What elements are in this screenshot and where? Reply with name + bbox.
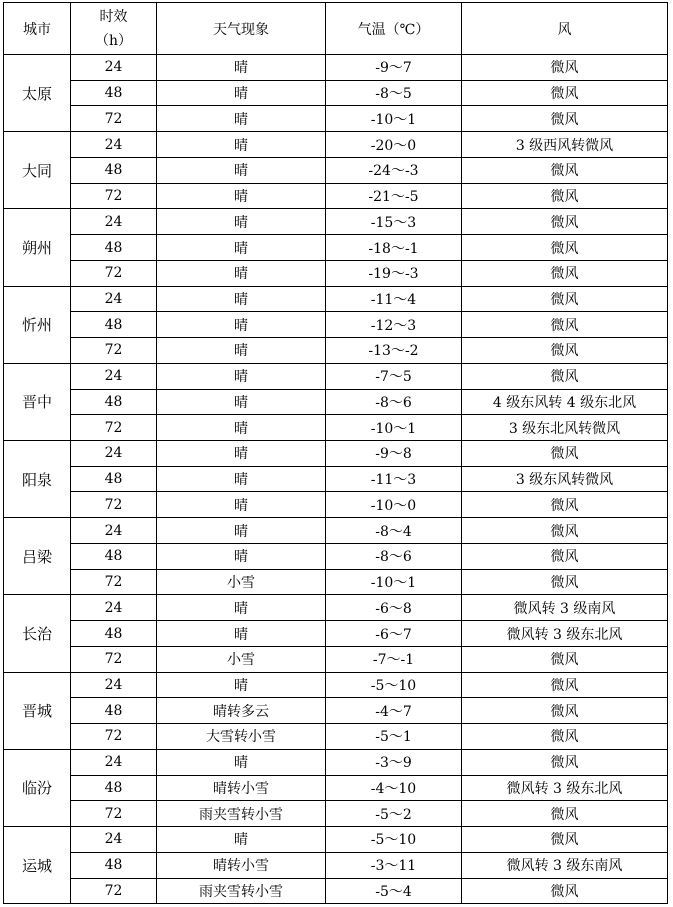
forecast-body (4, 55, 668, 904)
forecast-hours-cell: 72 (71, 569, 157, 595)
weather-cell: 小雪 (157, 569, 326, 595)
weather-cell: 晴转小雪 (157, 775, 326, 801)
temperature-cell: -6～7 (326, 621, 462, 647)
temperature-cell: -20～0 (326, 132, 462, 158)
temperature-cell: -3～11 (326, 852, 462, 878)
temperature-cell: -4～10 (326, 775, 462, 801)
temperature-cell: -5～10 (326, 672, 462, 698)
temperature-cell: -11～4 (326, 286, 462, 312)
city-name-cell: 长治 (4, 595, 71, 672)
city-name-cell: 大同 (4, 132, 71, 209)
header-wind: 风 (462, 3, 668, 55)
header-city: 城市 (4, 3, 71, 55)
forecast-hours-cell: 48 (71, 235, 157, 261)
table-row (4, 338, 668, 364)
table-row (4, 260, 668, 286)
table-row (4, 518, 668, 544)
forecast-hours-cell: 72 (71, 801, 157, 827)
header-hours-label: 时效 (99, 8, 128, 25)
temperature-cell: -19～-3 (326, 260, 462, 286)
temperature-cell: -11～3 (326, 466, 462, 492)
table-row (4, 827, 668, 853)
city-name-cell: 运城 (4, 827, 71, 904)
weather-cell: 晴 (157, 286, 326, 312)
weather-cell: 晴 (157, 132, 326, 158)
wind-cell: 微风 (462, 724, 668, 750)
table-row (4, 389, 668, 415)
wind-cell: 微风 (462, 80, 668, 106)
forecast-hours-cell: 24 (71, 441, 157, 467)
wind-cell: 微风 (462, 106, 668, 132)
forecast-hours-cell: 24 (71, 672, 157, 698)
wind-cell: 微风 (462, 672, 668, 698)
wind-cell: 微风 (462, 827, 668, 853)
weather-cell: 晴 (157, 543, 326, 569)
city-name-cell: 临汾 (4, 749, 71, 826)
temperature-cell: -18～-1 (326, 235, 462, 261)
wind-cell: 微风 (462, 543, 668, 569)
weather-cell: 晴 (157, 672, 326, 698)
weather-cell: 晴 (157, 80, 326, 106)
forecast-hours-cell: 24 (71, 209, 157, 235)
wind-cell: 3 级西风转微风 (462, 132, 668, 158)
wind-cell: 微风 (462, 338, 668, 364)
city-name-cell: 吕梁 (4, 518, 71, 595)
forecast-hours-cell: 72 (71, 106, 157, 132)
temperature-cell: -9～7 (326, 55, 462, 81)
forecast-hours-cell: 72 (71, 260, 157, 286)
forecast-hours-cell: 72 (71, 183, 157, 209)
temperature-cell: -8～6 (326, 389, 462, 415)
table-row (4, 749, 668, 775)
temperature-cell: -24～-3 (326, 157, 462, 183)
temperature-cell: -10～0 (326, 492, 462, 518)
table-row (4, 698, 668, 724)
header-temperature: 气温（℃） (326, 3, 462, 55)
forecast-hours-cell: 48 (71, 312, 157, 338)
weather-cell: 晴 (157, 518, 326, 544)
table-row (4, 286, 668, 312)
forecast-hours-cell: 72 (71, 646, 157, 672)
temperature-cell: -8～6 (326, 543, 462, 569)
forecast-hours-cell: 72 (71, 338, 157, 364)
weather-cell: 晴 (157, 183, 326, 209)
table-row (4, 441, 668, 467)
wind-cell: 微风 (462, 312, 668, 338)
temperature-cell: -5～2 (326, 801, 462, 827)
forecast-hours-cell: 24 (71, 749, 157, 775)
table-row (4, 157, 668, 183)
weather-cell: 雨夹雪转小雪 (157, 878, 326, 904)
header-weather: 天气现象 (157, 3, 326, 55)
forecast-hours-cell: 24 (71, 55, 157, 81)
wind-cell: 微风 (462, 646, 668, 672)
weather-cell: 晴 (157, 492, 326, 518)
header-hours-unit: （h） (94, 32, 133, 49)
temperature-cell: -10～1 (326, 106, 462, 132)
forecast-hours-cell: 72 (71, 492, 157, 518)
forecast-hours-cell: 72 (71, 724, 157, 750)
wind-cell: 4 级东风转 4 级东北风 (462, 389, 668, 415)
wind-cell: 微风 (462, 878, 668, 904)
weather-cell: 晴 (157, 260, 326, 286)
weather-cell: 雨夹雪转小雪 (157, 801, 326, 827)
forecast-hours-cell: 48 (71, 389, 157, 415)
wind-cell: 微风 (462, 157, 668, 183)
wind-cell: 3 级东风转微风 (462, 466, 668, 492)
weather-cell: 晴转小雪 (157, 852, 326, 878)
city-name-cell: 晋中 (4, 363, 71, 440)
temperature-cell: -9～8 (326, 441, 462, 467)
city-name-cell: 晋城 (4, 672, 71, 749)
temperature-cell: -4～7 (326, 698, 462, 724)
forecast-hours-cell: 24 (71, 132, 157, 158)
wind-cell: 微风 (462, 235, 668, 261)
forecast-hours-cell: 24 (71, 595, 157, 621)
temperature-cell: -8～5 (326, 80, 462, 106)
table-row (4, 492, 668, 518)
forecast-hours-cell: 24 (71, 286, 157, 312)
weather-cell: 晴 (157, 209, 326, 235)
forecast-hours-cell: 48 (71, 543, 157, 569)
temperature-cell: -3～9 (326, 749, 462, 775)
temperature-cell: -5～4 (326, 878, 462, 904)
table-row (4, 569, 668, 595)
table-row (4, 543, 668, 569)
wind-cell: 微风转 3 级东南风 (462, 852, 668, 878)
forecast-hours-cell: 72 (71, 878, 157, 904)
wind-cell: 微风 (462, 749, 668, 775)
weather-cell: 小雪 (157, 646, 326, 672)
table-row (4, 209, 668, 235)
temperature-cell: -15～3 (326, 209, 462, 235)
weather-cell: 晴 (157, 338, 326, 364)
wind-cell: 微风 (462, 363, 668, 389)
wind-cell: 微风 (462, 286, 668, 312)
forecast-hours-cell: 24 (71, 518, 157, 544)
wind-cell: 微风 (462, 698, 668, 724)
forecast-hours-cell: 48 (71, 852, 157, 878)
table-row (4, 132, 668, 158)
weather-cell: 晴 (157, 749, 326, 775)
weather-cell: 晴 (157, 595, 326, 621)
temperature-cell: -8～4 (326, 518, 462, 544)
table-row (4, 724, 668, 750)
table-row (4, 775, 668, 801)
forecast-hours-cell: 48 (71, 775, 157, 801)
city-name-cell: 忻州 (4, 286, 71, 363)
weather-cell: 晴 (157, 157, 326, 183)
forecast-hours-cell: 24 (71, 363, 157, 389)
weather-cell: 晴 (157, 363, 326, 389)
weather-cell: 晴 (157, 389, 326, 415)
wind-cell: 微风 (462, 492, 668, 518)
forecast-hours-cell: 48 (71, 80, 157, 106)
wind-cell: 微风 (462, 260, 668, 286)
table-row (4, 595, 668, 621)
table-row (4, 55, 668, 81)
table-row (4, 415, 668, 441)
city-name-cell: 朔州 (4, 209, 71, 286)
weather-cell: 晴 (157, 827, 326, 853)
weather-cell: 晴转多云 (157, 698, 326, 724)
wind-cell: 微风 (462, 55, 668, 81)
weather-cell: 晴 (157, 312, 326, 338)
wind-cell: 微风 (462, 441, 668, 467)
weather-cell: 晴 (157, 621, 326, 647)
forecast-hours-cell: 24 (71, 827, 157, 853)
table-row (4, 466, 668, 492)
forecast-hours-cell: 72 (71, 415, 157, 441)
wind-cell: 3 级东北风转微风 (462, 415, 668, 441)
forecast-hours-cell: 48 (71, 621, 157, 647)
forecast-hours-cell: 48 (71, 466, 157, 492)
city-name-cell: 阳泉 (4, 441, 71, 518)
temperature-cell: -12～3 (326, 312, 462, 338)
table-row (4, 646, 668, 672)
table-row (4, 235, 668, 261)
wind-cell: 微风转 3 级东北风 (462, 621, 668, 647)
table-row (4, 363, 668, 389)
temperature-cell: -10～1 (326, 569, 462, 595)
weather-cell: 晴 (157, 55, 326, 81)
forecast-hours-cell: 48 (71, 157, 157, 183)
temperature-cell: -7～5 (326, 363, 462, 389)
wind-cell: 微风 (462, 518, 668, 544)
temperature-cell: -6～8 (326, 595, 462, 621)
table-row (4, 183, 668, 209)
wind-cell: 微风 (462, 569, 668, 595)
weather-cell: 晴 (157, 415, 326, 441)
wind-cell: 微风转 3 级东北风 (462, 775, 668, 801)
temperature-cell: -7～-1 (326, 646, 462, 672)
table-row (4, 621, 668, 647)
forecast-table (3, 2, 668, 904)
table-row (4, 801, 668, 827)
weather-cell: 晴 (157, 466, 326, 492)
weather-cell: 大雪转小雪 (157, 724, 326, 750)
wind-cell: 微风 (462, 209, 668, 235)
temperature-cell: -5～10 (326, 827, 462, 853)
weather-cell: 晴 (157, 235, 326, 261)
temperature-cell: -21～-5 (326, 183, 462, 209)
header-hours (71, 3, 157, 55)
temperature-cell: -10～1 (326, 415, 462, 441)
table-row (4, 672, 668, 698)
weather-cell: 晴 (157, 441, 326, 467)
city-name-cell: 太原 (4, 55, 71, 132)
forecast-hours-cell: 48 (71, 698, 157, 724)
table-row (4, 878, 668, 904)
wind-cell: 微风 (462, 801, 668, 827)
temperature-cell: -5～1 (326, 724, 462, 750)
temperature-cell: -13～-2 (326, 338, 462, 364)
table-row (4, 852, 668, 878)
table-row (4, 106, 668, 132)
table-row (4, 312, 668, 338)
table-row (4, 80, 668, 106)
wind-cell: 微风转 3 级南风 (462, 595, 668, 621)
header-row (4, 3, 668, 55)
wind-cell: 微风 (462, 183, 668, 209)
weather-cell: 晴 (157, 106, 326, 132)
